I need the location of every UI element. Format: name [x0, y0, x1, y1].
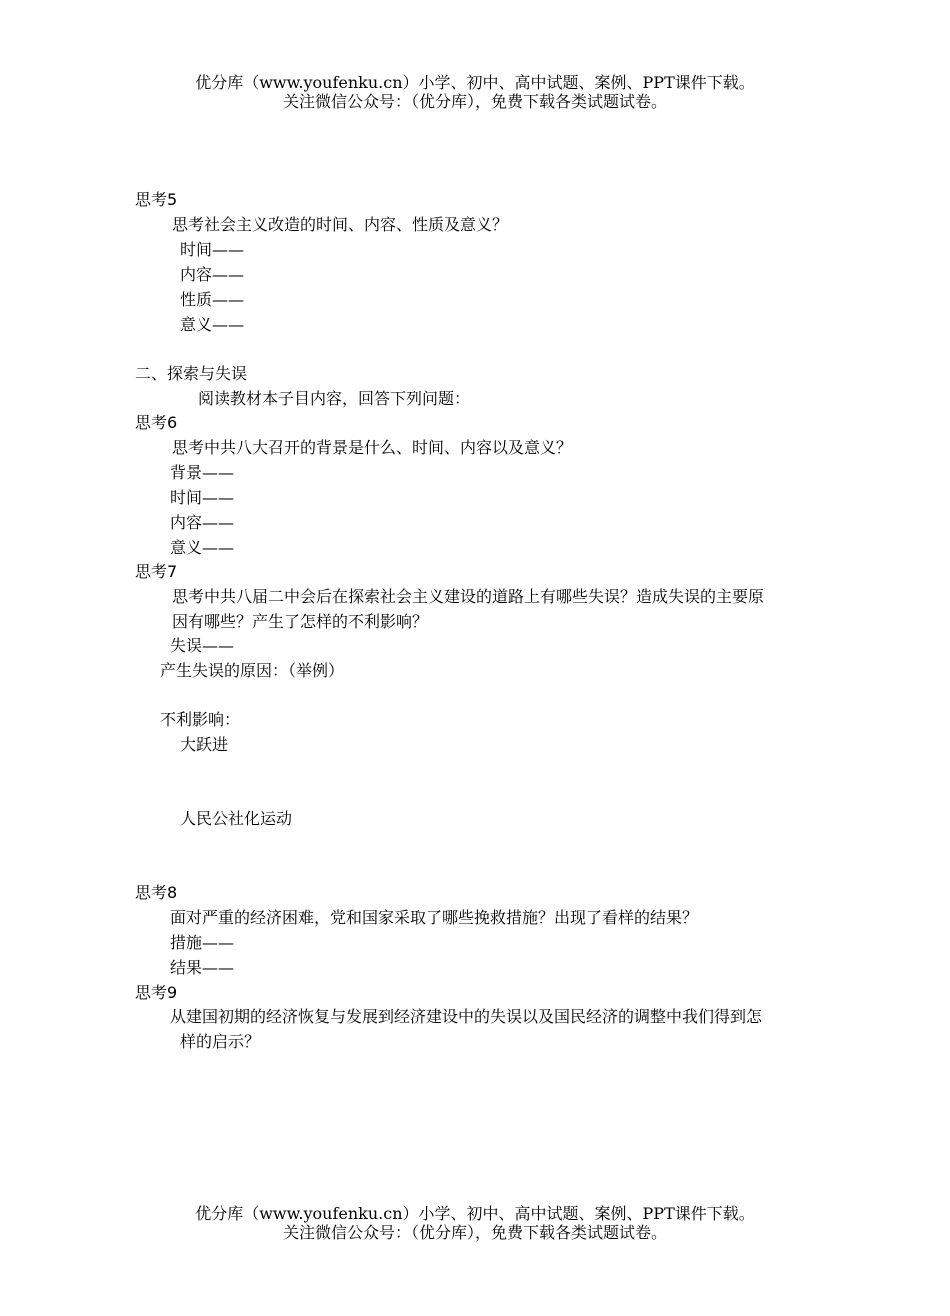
think-7-question-line-2: 因有哪些？产生了怎样的不利影响？	[172, 612, 429, 631]
think-8-heading	[135, 883, 177, 903]
think-7-heading	[135, 562, 177, 582]
think-5-item-time: 时间——	[180, 240, 245, 259]
think-7-question-line-1: 思考中共八届二中会后在探索社会主义建设的道路上有哪些失误？造成失误的主要原	[172, 587, 765, 606]
think-8-item-results: 结果——	[170, 958, 235, 977]
think-7-impact-commune: 人民公社化运动	[180, 809, 293, 828]
think-label: 思考	[135, 562, 168, 581]
think-9-question-line-2: 样的启示？	[180, 1032, 261, 1051]
think-9-heading	[135, 983, 177, 1003]
footer-line-2: 关注微信公众号：（优分库），免费下载各类试题试卷。	[282, 1223, 667, 1242]
section-2-heading: 二、探索与失误	[135, 364, 248, 383]
think-9-question-line-1: 从建国初期的经济恢复与发展到经济建设中的失误以及国民经济的调整中我们得到怎	[170, 1007, 763, 1026]
think-5-item-meaning: 意义——	[180, 315, 245, 334]
header-line-2: 关注微信公众号：（优分库），免费下载各类试题试卷。	[282, 92, 667, 111]
think-label: 思考	[135, 190, 168, 209]
think-5-question: 思考社会主义改造的时间、内容、性质及意义？	[172, 215, 509, 234]
think-6-item-background: 背景——	[170, 463, 235, 482]
think-6-item-time: 时间——	[170, 488, 235, 507]
think-5-item-content: 内容——	[180, 265, 245, 284]
think-6-question: 思考中共八大召开的背景是什么、时间、内容以及意义？	[172, 438, 573, 457]
think-label: 思考	[135, 883, 168, 902]
think-8-question: 面对严重的经济困难，党和国家采取了哪些挽救措施？出现了看样的结果？	[170, 908, 699, 927]
think-6-item-meaning: 意义——	[170, 538, 235, 557]
think-number: 6	[167, 413, 178, 432]
think-7-impact-great-leap: 大跃进	[180, 735, 229, 754]
think-number: 5	[167, 190, 178, 209]
think-number: 9	[167, 983, 178, 1002]
header-line-1: 优分库（www.youfenku.cn）小学、初中、高中试题、案例、PPT课件下载。	[195, 73, 755, 92]
think-number: 7	[167, 562, 178, 581]
think-7-mistake: 失误——	[170, 636, 235, 655]
think-label: 思考	[135, 983, 168, 1002]
section-2-intro: 阅读教材本子目内容，回答下列问题：	[198, 389, 471, 408]
think-8-item-measures: 措施——	[170, 933, 235, 952]
think-6-item-content: 内容——	[170, 513, 235, 532]
think-5-heading	[135, 190, 177, 210]
footer-line-1: 优分库（www.youfenku.cn）小学、初中、高中试题、案例、PPT课件下载。	[195, 1204, 755, 1223]
think-5-item-nature: 性质——	[180, 290, 245, 309]
think-7-impact: 不利影响：	[160, 710, 241, 729]
think-6-heading	[135, 413, 177, 433]
think-number: 8	[167, 883, 178, 902]
think-label: 思考	[135, 413, 168, 432]
think-7-cause: 产生失误的原因：（举例）	[160, 661, 345, 680]
